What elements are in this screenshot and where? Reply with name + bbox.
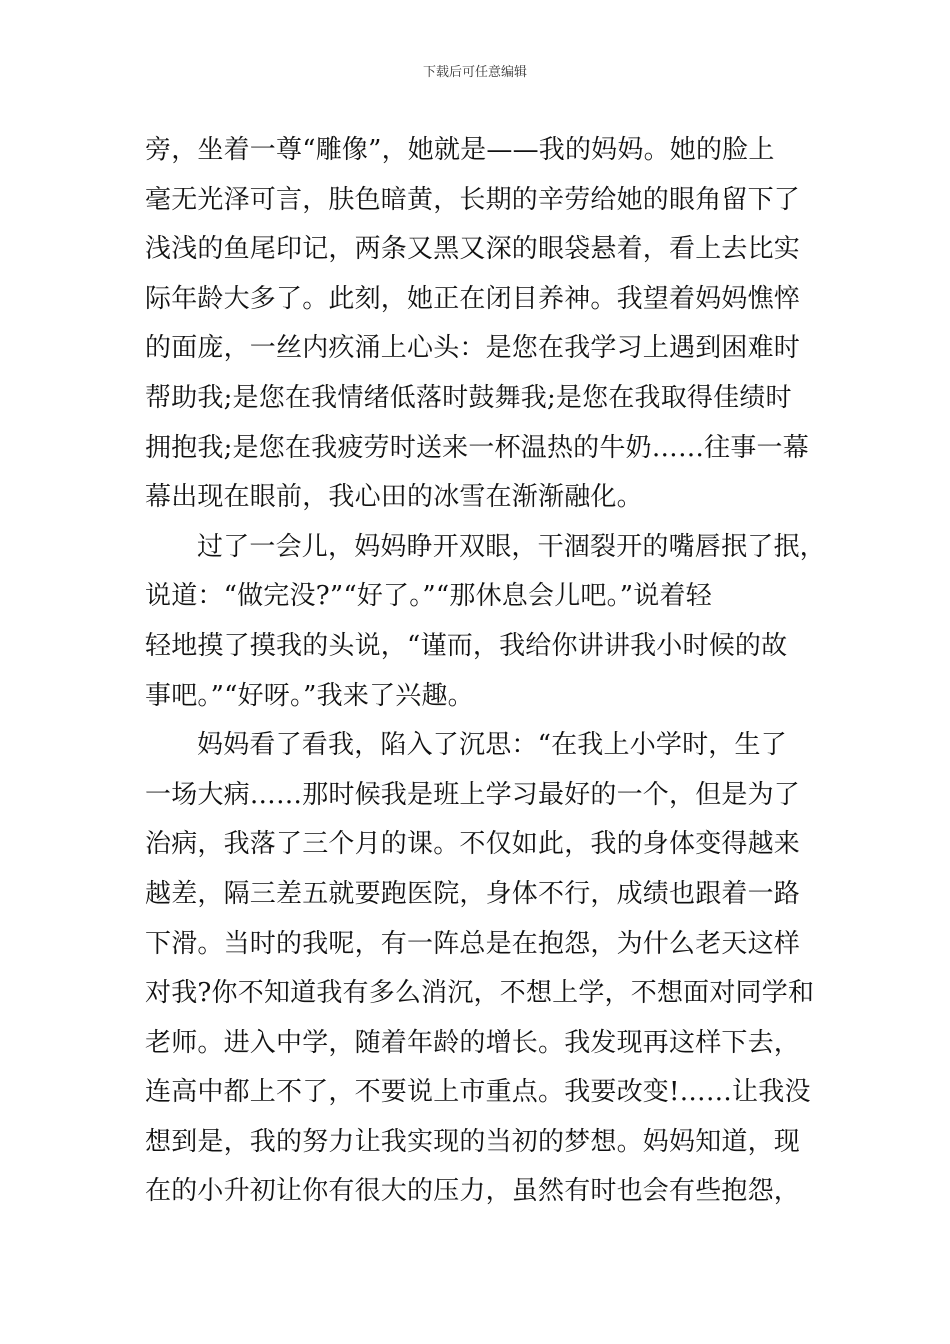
paragraph: [145, 721, 815, 1217]
text-line: 下滑。当时的我呢，有一阵总是在抱怨，为什么老天这样: [145, 928, 801, 959]
text-line: 帮助我;是您在我情绪低落时鼓舞我;是您在我取得佳绩时: [145, 382, 792, 413]
text-line: 毫无光泽可言，肤色暗黄，长期的辛劳给她的眼角留下了: [145, 184, 801, 215]
text-line: 治病，我落了三个月的课。不仅如此，我的身体变得越来: [145, 829, 801, 860]
text-line: 老师。进入中学，随着年龄的增长。我发现再这样下去，: [145, 1027, 801, 1058]
text-line: 说道：“做完没?”“好了。”“那休息会儿吧。”说着轻: [145, 581, 712, 612]
text-line: 幕出现在眼前，我心田的冰雪在渐渐融化。: [145, 482, 643, 513]
text-line: 在的小升初让你有很大的压力，虽然有时也会有些抱怨，: [145, 1176, 801, 1207]
text-line: 过了一会儿，妈妈睁开双眼，干涸裂开的嘴唇抿了抿，: [197, 531, 826, 562]
text-line: 一场大病……那时候我是班上学习最好的一个，但是为了: [145, 779, 801, 810]
text-line: 轻地摸了摸我的头说，“谨而，我给你讲讲我小时候的故: [145, 630, 788, 661]
text-line: 拥抱我;是您在我疲劳时送来一杯温热的牛奶……往事一幕: [145, 432, 809, 463]
text-line: 对我?你不知道我有多么消沉，不想上学，不想面对同学和: [145, 978, 815, 1009]
text-line: 旁，坐着一尊“雕像”，她就是——我的妈妈。她的脸上: [145, 135, 775, 165]
text-line: 越差，隔三差五就要跑医院，身体不行，成绩也跟着一路: [145, 878, 801, 909]
text-line: 连高中都上不了，不要说上市重点。我要改变!……让我没: [145, 1077, 811, 1108]
document-body: [145, 126, 826, 1217]
text-line: 想到是，我的努力让我实现的当初的梦想。妈妈知道，现: [145, 1126, 801, 1157]
text-line: 际年龄大多了。此刻，她正在闭目养神。我望着妈妈憔悴: [145, 283, 801, 314]
text-line: 事吧。”“好呀。”我来了兴趣。: [145, 680, 474, 711]
text-line: 妈妈看了看我，陷入了沉思：“在我上小学时，生了: [197, 730, 787, 761]
page-header: 下载后可任意编辑: [422, 65, 527, 80]
text-line: 浅浅的鱼尾印记，两条又黑又深的眼袋悬着，看上去比实: [145, 234, 801, 265]
text-line: 的面庞，一丝内疚涌上心头：是您在我学习上遇到困难时: [145, 333, 801, 364]
paragraph: [145, 523, 826, 721]
paragraph: [145, 126, 815, 523]
